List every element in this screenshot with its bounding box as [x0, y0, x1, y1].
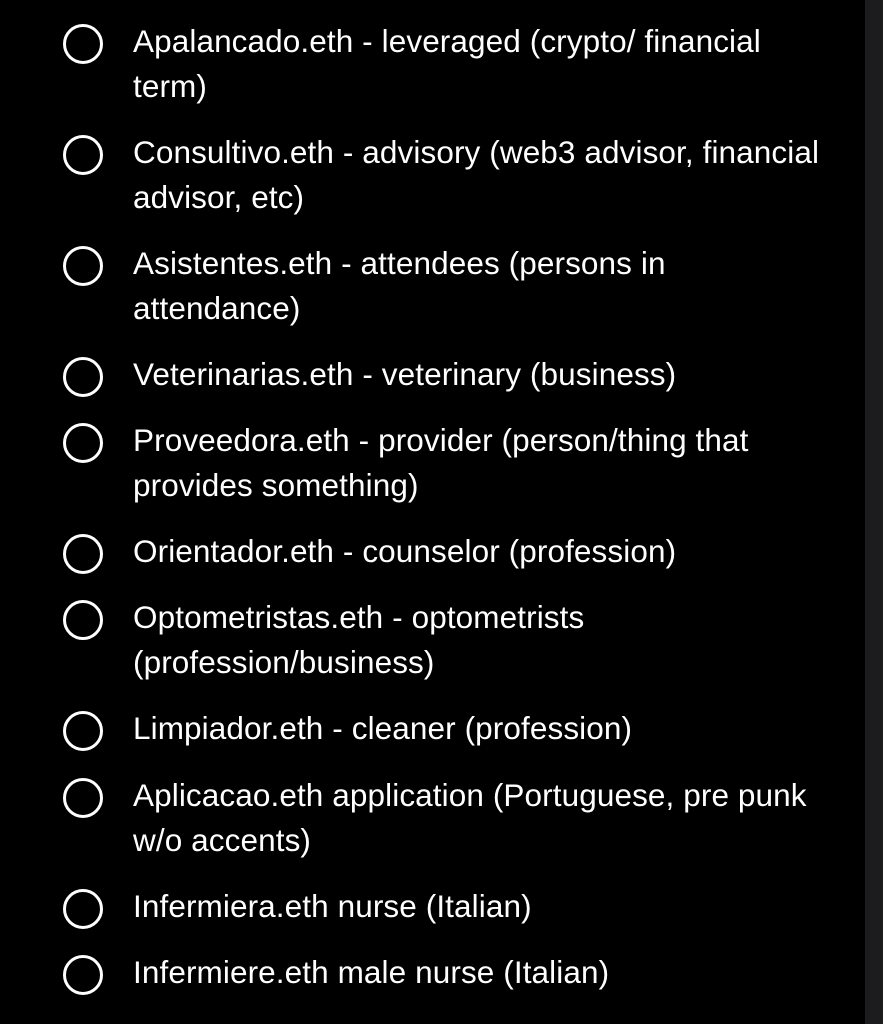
- checklist-item-text[interactable]: Orientador.eth - counselor (profession): [133, 533, 677, 569]
- checklist-item-text[interactable]: Optometristas.eth - optometrists (profession/business): [133, 599, 585, 680]
- unchecked-circle-icon[interactable]: [63, 711, 103, 751]
- checklist-item-text[interactable]: Infermiera.eth nurse (Italian): [133, 888, 532, 924]
- unchecked-circle-icon[interactable]: [63, 423, 103, 463]
- unchecked-circle-icon[interactable]: [63, 600, 103, 640]
- unchecked-circle-icon[interactable]: [63, 889, 103, 929]
- unchecked-circle-icon[interactable]: [63, 955, 103, 995]
- checklist-item-text[interactable]: Consultivo.eth - advisory (web3 advisor, financial advisor, etc): [133, 134, 820, 215]
- checklist-item-text[interactable]: Asistentes.eth - attendees (persons in attendance): [133, 245, 666, 326]
- checklist-item-text[interactable]: Limpiador.eth - cleaner (profession): [133, 710, 633, 746]
- unchecked-circle-icon[interactable]: [63, 24, 103, 64]
- checklist-item-text[interactable]: Veterinarias.eth - veterinary (business): [133, 356, 677, 392]
- unchecked-circle-icon[interactable]: [63, 534, 103, 574]
- unchecked-circle-icon[interactable]: [63, 778, 103, 818]
- scroll-edge-bar: [865, 0, 883, 1024]
- checklist-item-text[interactable]: Proveedora.eth - provider (person/thing that provides something): [133, 422, 749, 503]
- unchecked-circle-icon[interactable]: [63, 357, 103, 397]
- checklist-item-text[interactable]: Aplicacao.eth application (Portuguese, pre punk w/o accents): [133, 777, 807, 858]
- checklist-item-text[interactable]: Infermiere.eth male nurse (Italian): [133, 954, 610, 990]
- unchecked-circle-icon[interactable]: [63, 135, 103, 175]
- unchecked-circle-icon[interactable]: [63, 246, 103, 286]
- checklist-item-text[interactable]: Apalancado.eth - leveraged (crypto/ financial term): [133, 23, 761, 104]
